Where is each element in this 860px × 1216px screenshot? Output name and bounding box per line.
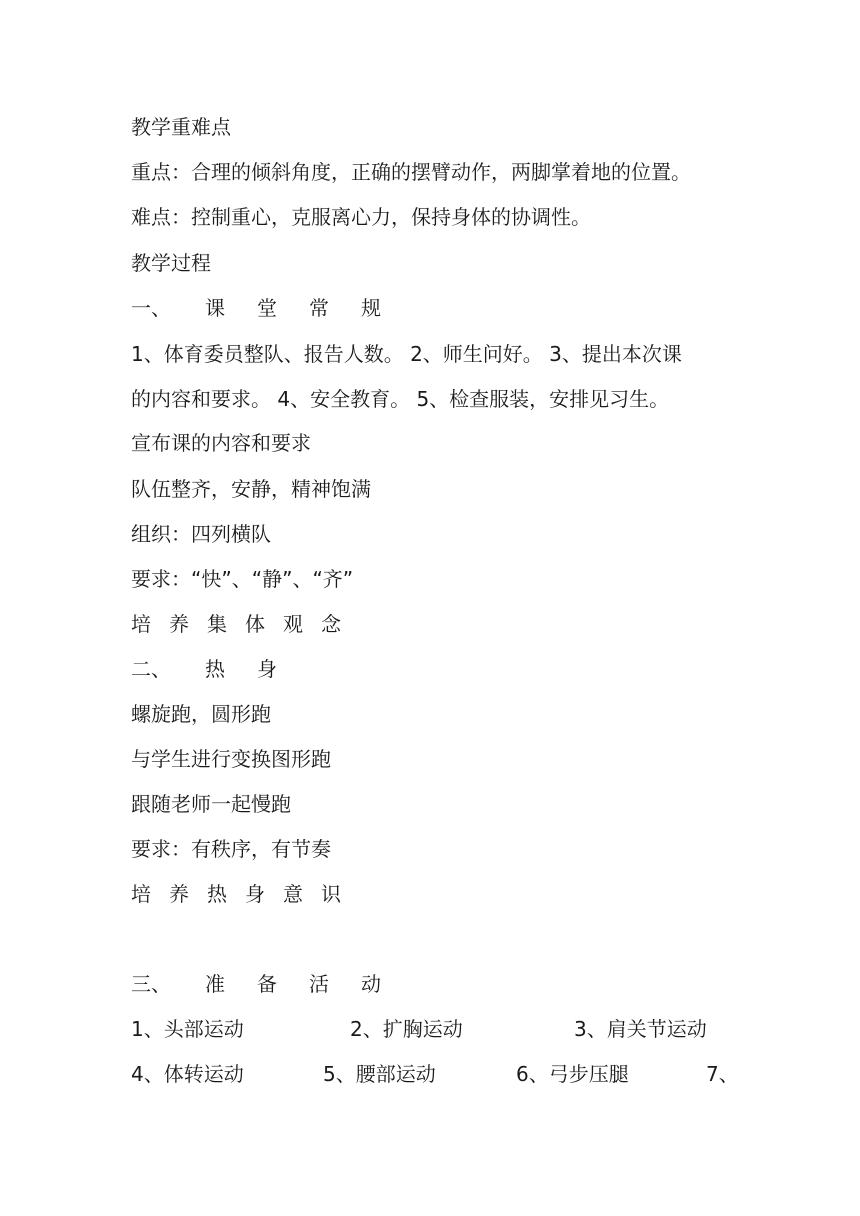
heading-teaching-process: 教学过程 <box>131 251 211 275</box>
difficult-points-text: 难点：控制重心，克服离心力，保持身体的协调性。 <box>131 205 591 229</box>
key-points-text: 重点：合理的倾斜角度，正确的摆臂动作，两脚掌着地的位置。 <box>131 160 691 184</box>
section-three-title: 准备活动 <box>205 972 413 996</box>
routine-items-line-1: 1、体育委员整队、报告人数。 2、师生问好。 3、提出本次课 <box>131 342 682 366</box>
list-item: 5、腰部运动 <box>323 1062 436 1086</box>
collective-concept-text: 培养集体观念 <box>131 612 359 636</box>
announce-content-text: 宣布课的内容和要求 <box>131 431 311 455</box>
section-one-title: 课堂常规 <box>205 296 413 320</box>
list-item: 6、弓步压腿 <box>516 1062 629 1086</box>
section-one-number: 一、 <box>131 296 171 320</box>
spiral-run-text: 螺旋跑，圆形跑 <box>131 702 271 726</box>
section-two-number: 二、 <box>131 657 171 681</box>
prep-exercise-row-1 <box>0 1015 860 1043</box>
heading-key-difficult-points: 教学重难点 <box>131 115 231 139</box>
list-item: 4、体转运动 <box>131 1062 244 1086</box>
shape-run-text: 与学生进行变换图形跑 <box>131 747 331 771</box>
order-rhythm-text: 要求：有秩序，有节奏 <box>131 837 331 861</box>
list-item: 3、肩关节运动 <box>574 1017 707 1041</box>
prep-exercise-row-2 <box>0 1060 860 1088</box>
section-three-number: 三、 <box>131 972 171 996</box>
requirements-text: 要求：“快”、“静”、“齐” <box>131 567 354 591</box>
list-item: 1、头部运动 <box>131 1017 244 1041</box>
warmup-awareness-text: 培养热身意识 <box>131 882 359 906</box>
list-item: 2、扩胸运动 <box>350 1017 463 1041</box>
section-two-title: 热身 <box>205 657 309 681</box>
organization-text: 组织：四列横队 <box>131 522 271 546</box>
jog-with-teacher-text: 跟随老师一起慢跑 <box>131 792 291 816</box>
formation-text: 队伍整齐，安静，精神饱满 <box>131 477 371 501</box>
routine-items-line-2: 的内容和要求。 4、安全教育。 5、检查服装，安排见习生。 <box>131 387 670 411</box>
list-item: 7、 <box>706 1062 739 1086</box>
